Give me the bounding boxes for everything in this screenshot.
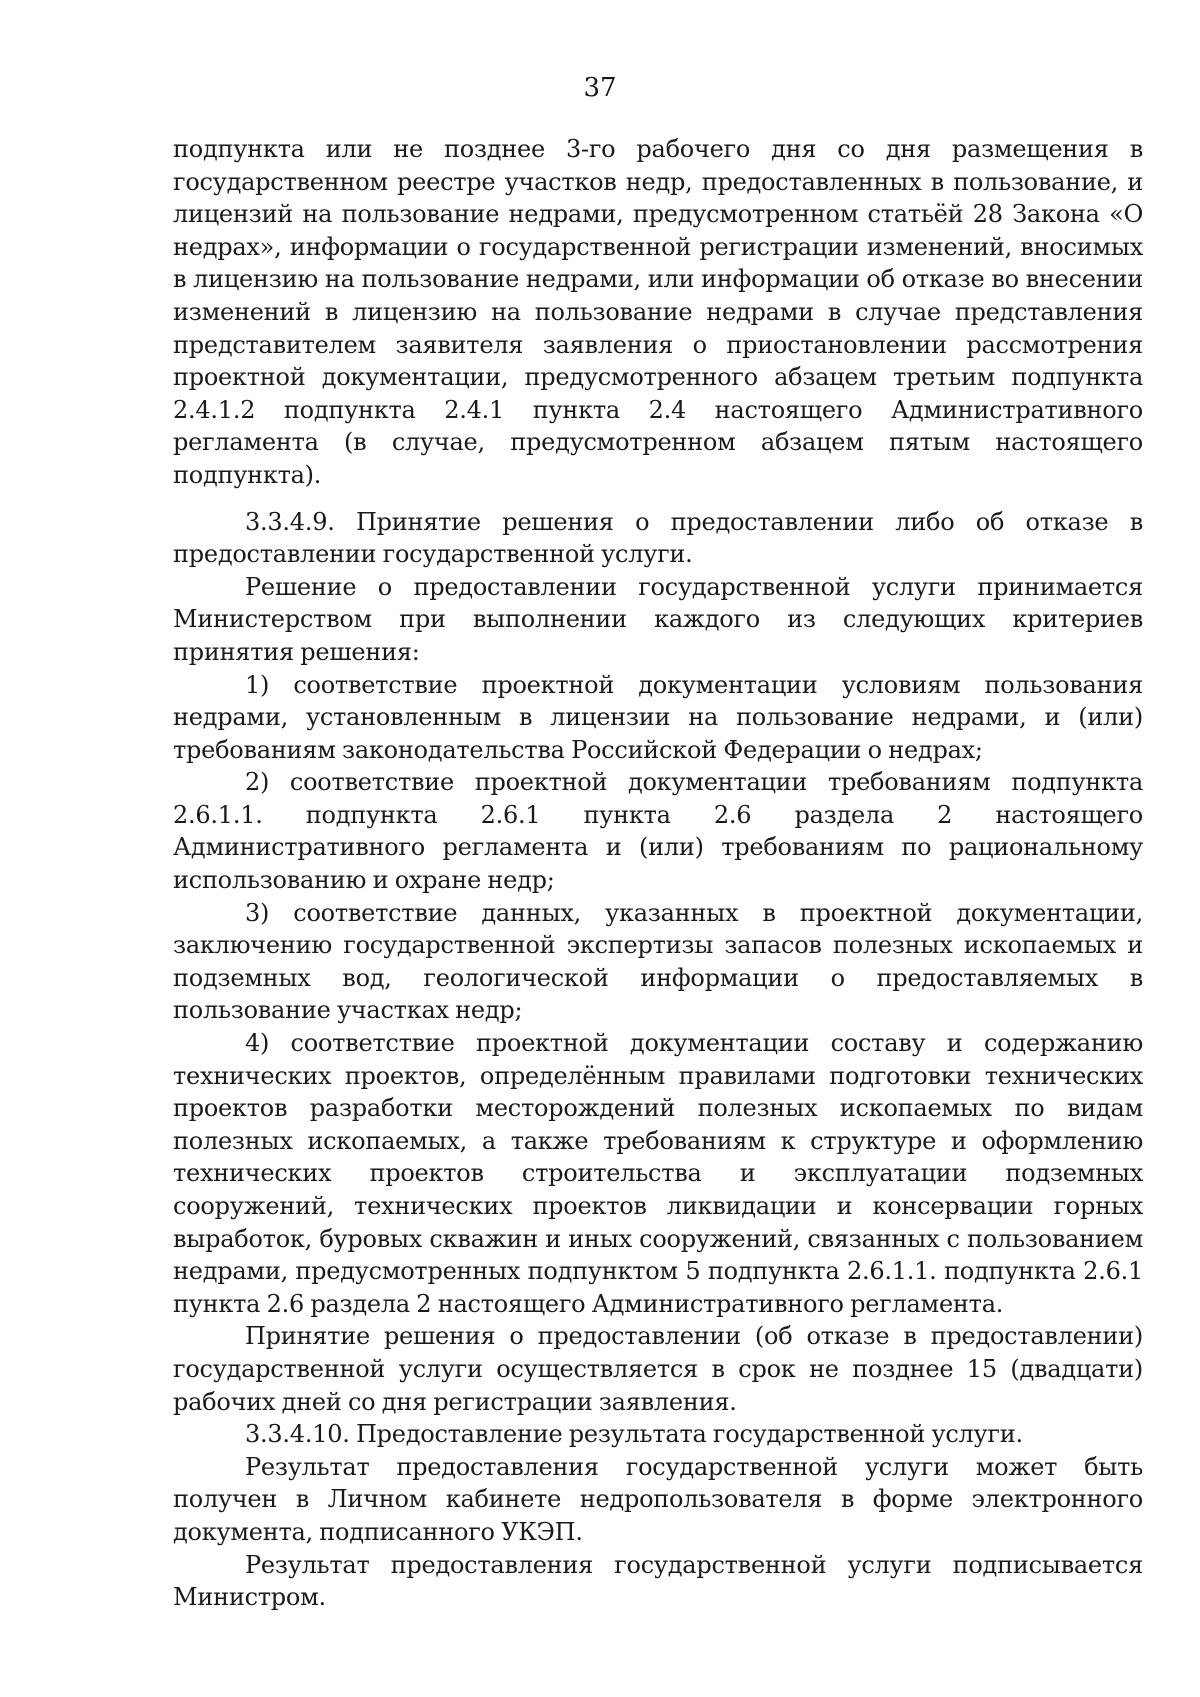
paragraph-section-3-3-4-10-heading: 3.3.4.10. Предоставление результата государственной услуги. bbox=[245, 1420, 1023, 1449]
paragraph-criterion-1: 1) соответствие проектной документации условиям пользования недрами, установленным в лицензии на пользование недрами, и (или) требованиям законодательства Российской Федерации о недрах; bbox=[173, 670, 1143, 764]
paragraph-result-signature: Результат предоставления государственной услуги подписывается Министром. bbox=[173, 1550, 1143, 1612]
paragraph-decision-deadline: Принятие решения о предоставлении (об отказе в предоставлении) государственной услуги осуществляется в срок не позднее 15 (двадцати) рабочих дней со дня регистрации заявления. bbox=[173, 1322, 1143, 1416]
paragraph-criterion-3: 3) соответствие данных, указанных в проектной документации, заключению государственной экспертизы запасов полезных ископаемых и подземных вод, геологической информации о предоставляемых в пользование участках недр; bbox=[173, 898, 1143, 1025]
paragraph-result-delivery: Результат предоставления государственной услуги может быть получен в Личном кабинете недропользователя в форме электронного документа, подписанного УКЭП. bbox=[173, 1452, 1143, 1546]
document-body bbox=[173, 133, 1143, 1614]
paragraph-criterion-4: 4) соответствие проектной документации составу и содержанию технических проектов, определённым правилами подготовки технических проектов разработки месторождений полезных ископаемых по видам полезных ископаемых, а также требованиям к структуре и оформлению технических проектов строительства и эксплуатации подземных сооружений, технических проектов ликвидации и консервации горных выработок, буровых скважин и иных сооружений, связанных с пользованием недрами, предусмотренных подпунктом 5 подпункта 2.6.1.1. подпункта 2.6.1 пункта 2.6 раздела 2 настоящего Административного регламента. bbox=[173, 1029, 1143, 1318]
paragraph-continuation: подпункта или не позднее 3-го рабочего дня со дня размещения в государственном реестре участков недр, предоставленных в пользование, и лицензий на пользование недрами, предусмотренном статьёй 28 Закона «О недрах», информации о государственной регистрации изменений, вносимых в лицензию на пользование недрами, или информации об отказе во внесении изменений в лицензию на пользование недрами в случае представления представителем заявителя заявления о приостановлении рассмотрения проектной документации, предусмотренного абзацем третьим подпункта 2.4.1.2 подпункта 2.4.1 пункта 2.4 настоящего Административного регламента (в случае, предусмотренном абзацем пятым настоящего подпункта). bbox=[173, 135, 1143, 489]
page-number: 37 bbox=[583, 73, 617, 103]
paragraph-criterion-2: 2) соответствие проектной документации требованиям подпункта 2.6.1.1. подпункта 2.6.1 пункта 2.6 раздела 2 настоящего Административного регламента и (или) требованиям по рациональному использованию и охране недр; bbox=[173, 768, 1143, 895]
paragraph-decision-criteria-intro: Решение о предоставлении государственной услуги принимается Министерством при выполнении каждого из следующих критериев принятия решения: bbox=[173, 572, 1143, 666]
paragraph-section-3-3-4-9-heading: 3.3.4.9. Принятие решения о предоставлении либо об отказе в предоставлении государственной услуги. bbox=[173, 507, 1143, 569]
